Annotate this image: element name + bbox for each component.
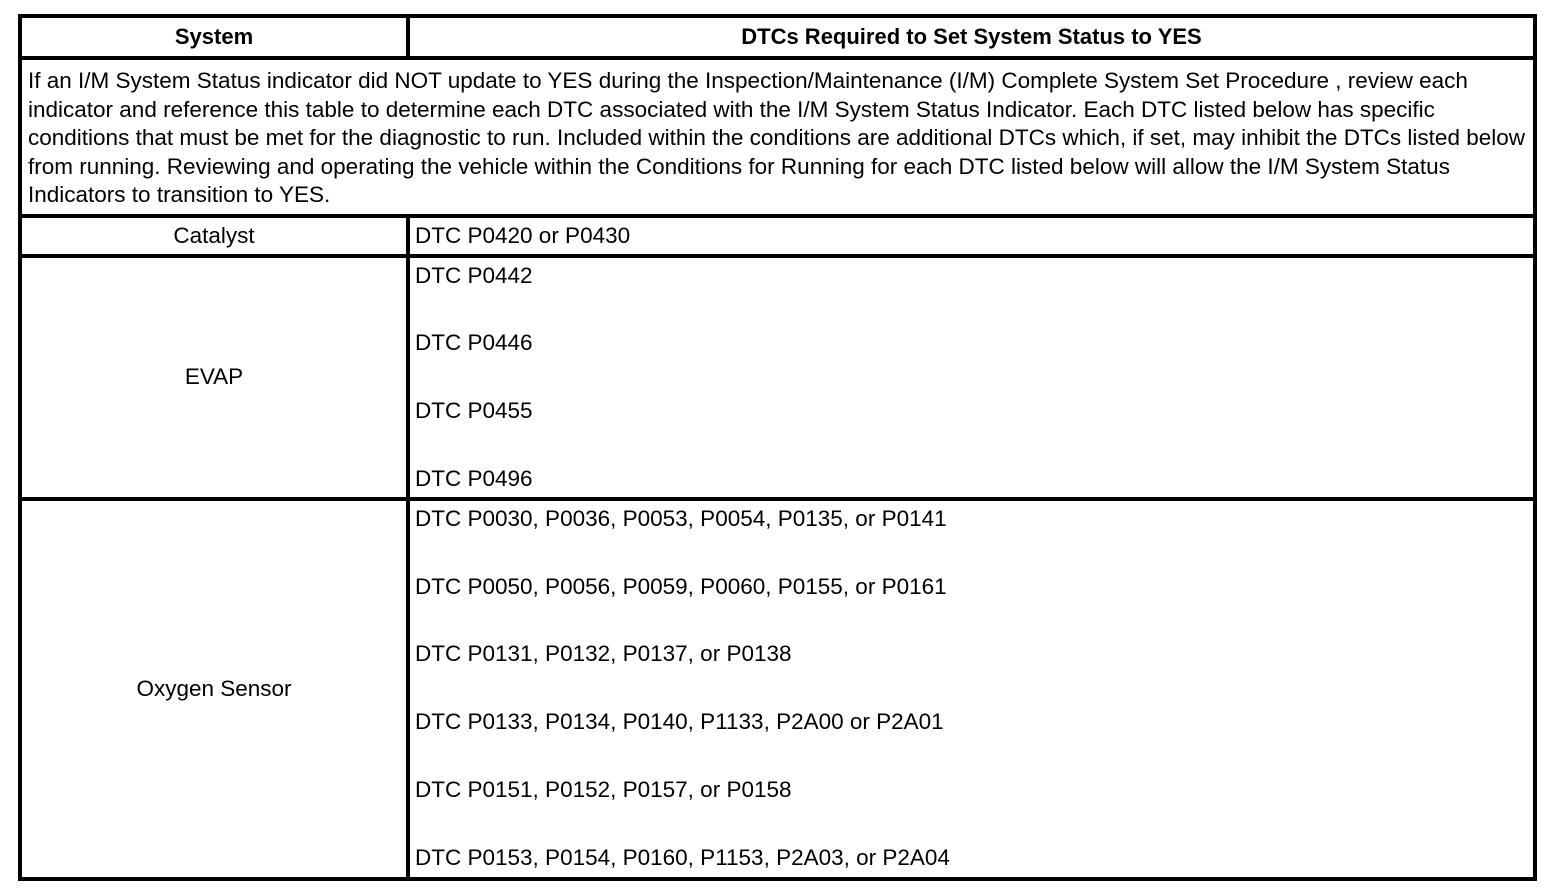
dtc-item: DTC P0455 [415,398,533,424]
dtc-item: DTC P0442 [415,262,533,288]
dtc-item: DTC P0446 [415,330,533,356]
instruction-note: If an I/M System Status indicator did NOT update to YES during the Inspection/Maintenance (I/M) Complete System Set Procedure , review each indicator and reference this table to determine each DTC associated with the I/M System Status Indicator. Each DTC listed below has specific conditions that must be met for the diagnostic to run. Included within the conditions are additional DTCs which, if set, may inhibit the DTCs listed below from running. Reviewing and operating the vehicle within the Conditions for Running for each DTC listed below will allow the I/M System Status Indicators to transition to YES. [20,58,1535,216]
header-row [20,16,1535,58]
dtc-list-catalyst [408,216,1535,256]
dtc-item: DTC P0153, P0154, P0160, P1153, P2A03, or P2A04 [415,844,950,870]
system-name-catalyst: Catalyst [20,216,408,256]
table-row-oxygen-sensor [20,499,1535,879]
dtc-item: DTC P0131, P0132, P0137, or P0138 [415,641,792,667]
dtc-item: DTC P0133, P0134, P0140, P1133, P2A00 or P2A01 [415,709,944,735]
note-row [20,58,1535,216]
dtc-item: DTC P0420 or P0430 [415,222,631,248]
dtc-item: DTC P0151, P0152, P0157, or P0158 [415,777,792,803]
dtc-item: DTC P0496 [415,465,533,491]
dtc-list-oxygen-sensor [408,499,1535,879]
table-row-evap [20,256,1535,499]
dtc-item: DTC P0030, P0036, P0053, P0054, P0135, or P0141 [415,505,947,531]
system-name-oxygen-sensor: Oxygen Sensor [20,499,408,879]
header-system: System [20,16,408,58]
header-dtcs-required: DTCs Required to Set System Status to YES [408,16,1535,58]
dtc-item: DTC P0050, P0056, P0059, P0060, P0155, or P0161 [415,573,947,599]
system-name-evap: EVAP [20,256,408,499]
dtc-list-evap [408,256,1535,499]
im-system-status-dtc-table [18,14,1537,881]
table-row-catalyst [20,216,1535,256]
